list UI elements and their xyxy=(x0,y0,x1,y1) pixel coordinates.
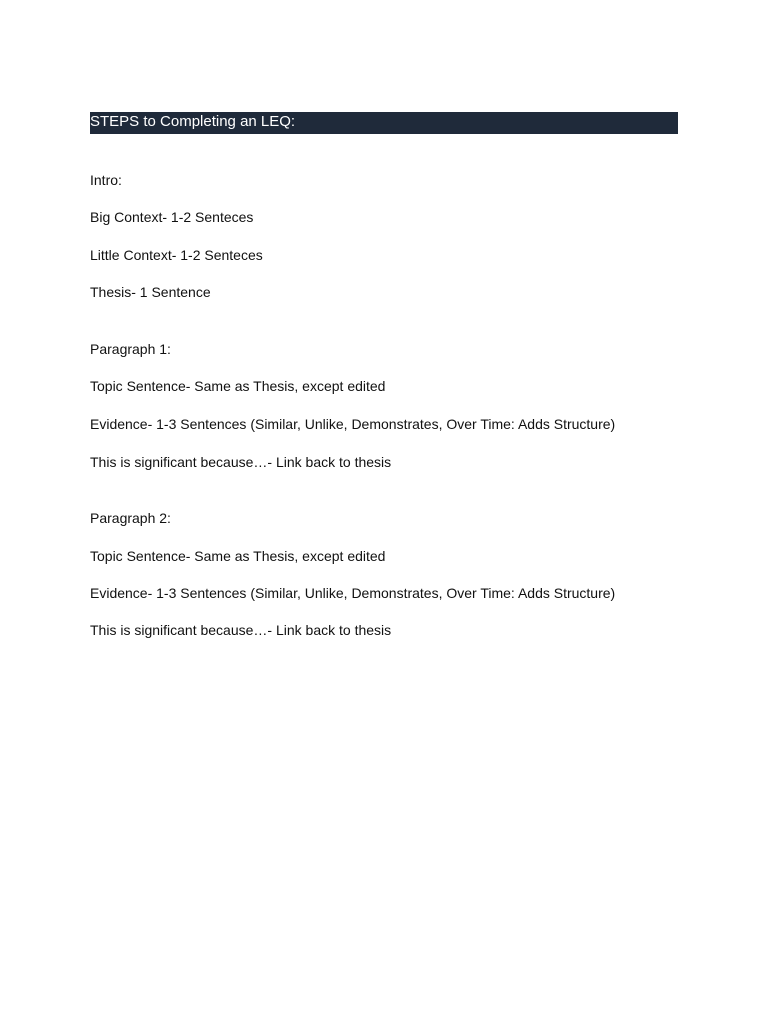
paragraph2-line-topic-sentence: Topic Sentence- Same as Thesis, except edited xyxy=(90,548,386,564)
intro-line-thesis: Thesis- 1 Sentence xyxy=(90,284,211,300)
intro-line-little-context: Little Context- 1-2 Senteces xyxy=(90,247,263,263)
heading-bar xyxy=(90,112,678,134)
document-heading: STEPS to Completing an LEQ: xyxy=(90,113,296,130)
paragraph1-line-significance: This is significant because…- Link back to thesis xyxy=(90,454,392,470)
paragraph1-line-topic-sentence: Topic Sentence- Same as Thesis, except edited xyxy=(90,378,386,394)
paragraph2-line-significance: This is significant because…- Link back to thesis xyxy=(90,622,392,638)
paragraph1-line-evidence: Evidence- 1-3 Sentences (Similar, Unlike, Demonstrates, Over Time: Adds Structure) xyxy=(90,416,616,432)
paragraph1-label: Paragraph 1: xyxy=(90,341,171,357)
intro-line-big-context: Big Context- 1-2 Senteces xyxy=(90,209,254,225)
paragraph2-label: Paragraph 2: xyxy=(90,510,171,526)
intro-label: Intro: xyxy=(90,172,122,188)
paragraph2-line-evidence: Evidence- 1-3 Sentences (Similar, Unlike, Demonstrates, Over Time: Adds Structure) xyxy=(90,585,616,601)
